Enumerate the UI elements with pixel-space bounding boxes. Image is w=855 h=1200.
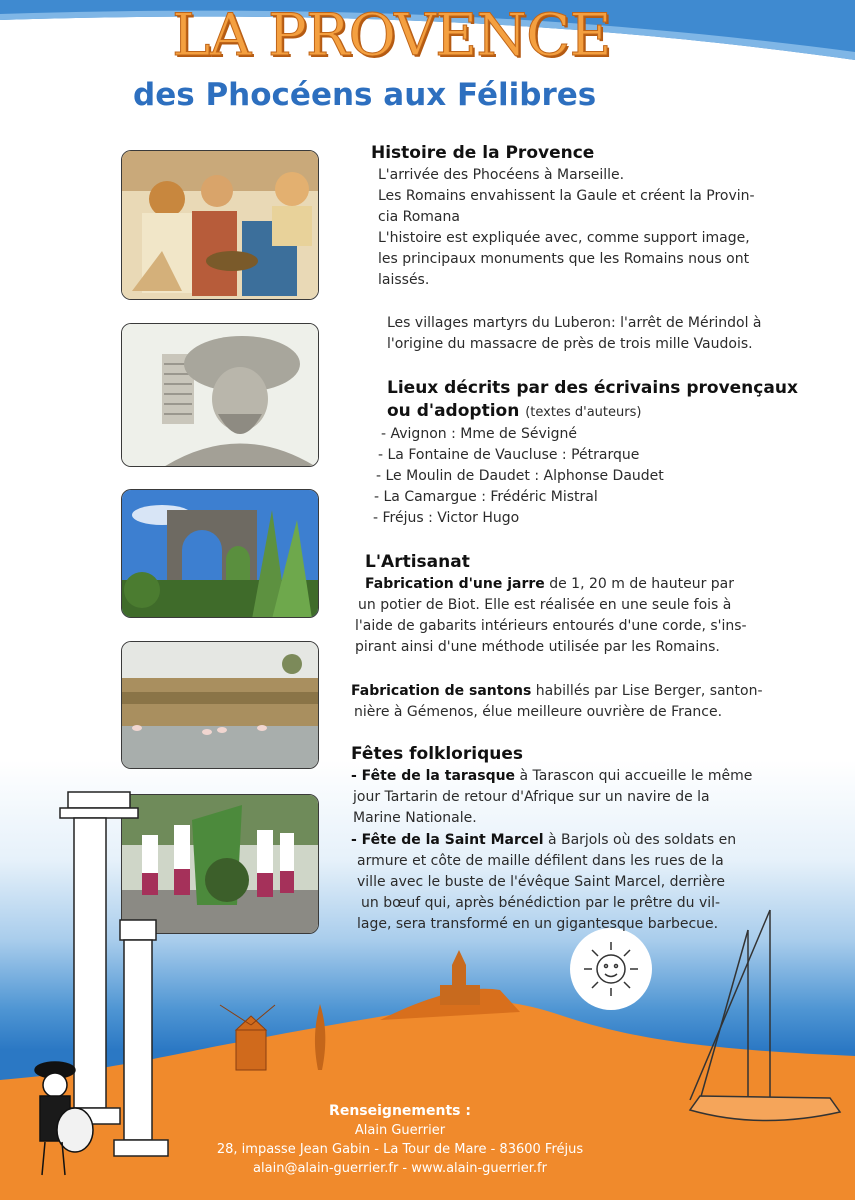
heading-lieux-line2 — [387, 401, 641, 421]
photo-statue-bust — [121, 323, 319, 467]
page-title: LA PROVENCE — [172, 1, 611, 69]
fetes-marcel-text — [351, 830, 736, 935]
chapel-silhouette — [440, 950, 480, 1005]
lieux-list — [373, 424, 664, 529]
histoire-text — [378, 165, 755, 291]
histoire-line: cia Romana — [378, 209, 460, 225]
tarasque-line: Marine Nationale. — [353, 810, 477, 826]
tarasque-first-line — [351, 766, 752, 787]
fetes-tarasque-text — [351, 766, 752, 829]
list-item: - La Camargue : Frédéric Mistral — [374, 489, 598, 505]
martyrs-text — [387, 313, 762, 355]
marcel-line: lage, sera transformé en un gigantesque barbecue. — [357, 916, 719, 932]
footer-heading: Renseignements : — [329, 1103, 471, 1119]
martyrs-line: l'origine du massacre de près de trois mille Vaudois. — [387, 336, 753, 352]
jarre-line: l'aide de gabarits intérieurs entourés d'une corde, s'ins- — [355, 618, 747, 634]
histoire-line: laissés. — [378, 272, 430, 288]
histoire-line: L'histoire est expliquée avec, comme support image, — [378, 230, 750, 246]
histoire-line: les principaux monuments que les Romains nous ont — [378, 251, 750, 267]
martyrs-line: Les villages martyrs du Luberon: l'arrêt de Mérindol à — [387, 315, 762, 331]
marcel-line: ville avec le buste de l'évêque Saint Marcel, derrière — [357, 874, 725, 890]
artisanat-santons-text — [351, 681, 763, 723]
list-item: - Fréjus : Victor Hugo — [373, 510, 520, 526]
marcel-bold: - Fête de la Saint Marcel — [351, 832, 544, 848]
tarasque-line: jour Tartarin de retour d'Afrique sur un navire de la — [353, 789, 710, 805]
santons-bold: Fabrication de santons — [351, 683, 532, 699]
tarasque-rest: à Tarascon qui accueille le même — [515, 768, 753, 784]
heading-lieux: Lieux décrits par des écrivains provençaux — [387, 378, 798, 398]
heading-artisanat: L'Artisanat — [365, 552, 470, 572]
footer-address: 28, impasse Jean Gabin - La Tour de Mare - 83600 Fréjus — [216, 1142, 584, 1157]
jarre-bold: Fabrication d'une jarre — [365, 576, 545, 592]
list-item: - La Fontaine de Vaucluse : Pétrarque — [378, 447, 640, 463]
marcel-first-line — [351, 830, 736, 851]
list-item: - Avignon : Mme de Sévigné — [381, 426, 578, 442]
santons-first-line — [351, 681, 763, 702]
footer-contact: alain@alain-guerrier.fr - www.alain-guerrier.fr — [253, 1161, 547, 1176]
photo-phoceens-painting — [121, 150, 319, 300]
marcel-line: armure et côte de maille défilent dans les rues de la — [357, 853, 724, 869]
marcel-line: un bœuf qui, après bénédiction par le prêtre du vil- — [361, 895, 721, 911]
photo-camargue-flamingos — [121, 641, 319, 769]
list-item: - Le Moulin de Daudet : Alphonse Daudet — [376, 468, 664, 484]
jarre-rest: de 1, 20 m de hauteur par — [544, 576, 735, 592]
artisanat-jarre-text — [355, 574, 747, 658]
heading-fetes: Fêtes folkloriques — [351, 744, 523, 764]
jarre-line: pirant ainsi d'une méthode utilisée par les Romains. — [355, 639, 720, 655]
heading-lieux-note: (textes d'auteurs) — [525, 405, 642, 420]
footer-name: Alain Guerrier — [354, 1123, 446, 1138]
histoire-line: Les Romains envahissent la Gaule et créent la Provin- — [378, 188, 755, 204]
contact-footer — [200, 1102, 600, 1178]
histoire-line: L'arrivée des Phocéens à Marseille. — [378, 167, 625, 183]
heading-histoire: Histoire de la Provence — [371, 143, 595, 163]
heading-lieux-text: ou d'adoption — [387, 401, 520, 421]
santons-line: nière à Gémenos, élue meilleure ouvrière de France. — [354, 704, 723, 720]
tarasque-bold: - Fête de la tarasque — [351, 768, 516, 784]
jarre-line: un potier de Biot. Elle est réalisée en une seule fois à — [358, 597, 732, 613]
santons-rest: habillés par Lise Berger, santon- — [531, 683, 763, 699]
page-subtitle: des Phocéens aux Félibres — [133, 77, 597, 113]
marcel-rest: à Barjols où des soldats en — [543, 832, 737, 848]
sun-logo — [570, 928, 652, 1010]
photo-roman-ruins — [121, 489, 319, 618]
jarre-first-line — [355, 574, 747, 595]
